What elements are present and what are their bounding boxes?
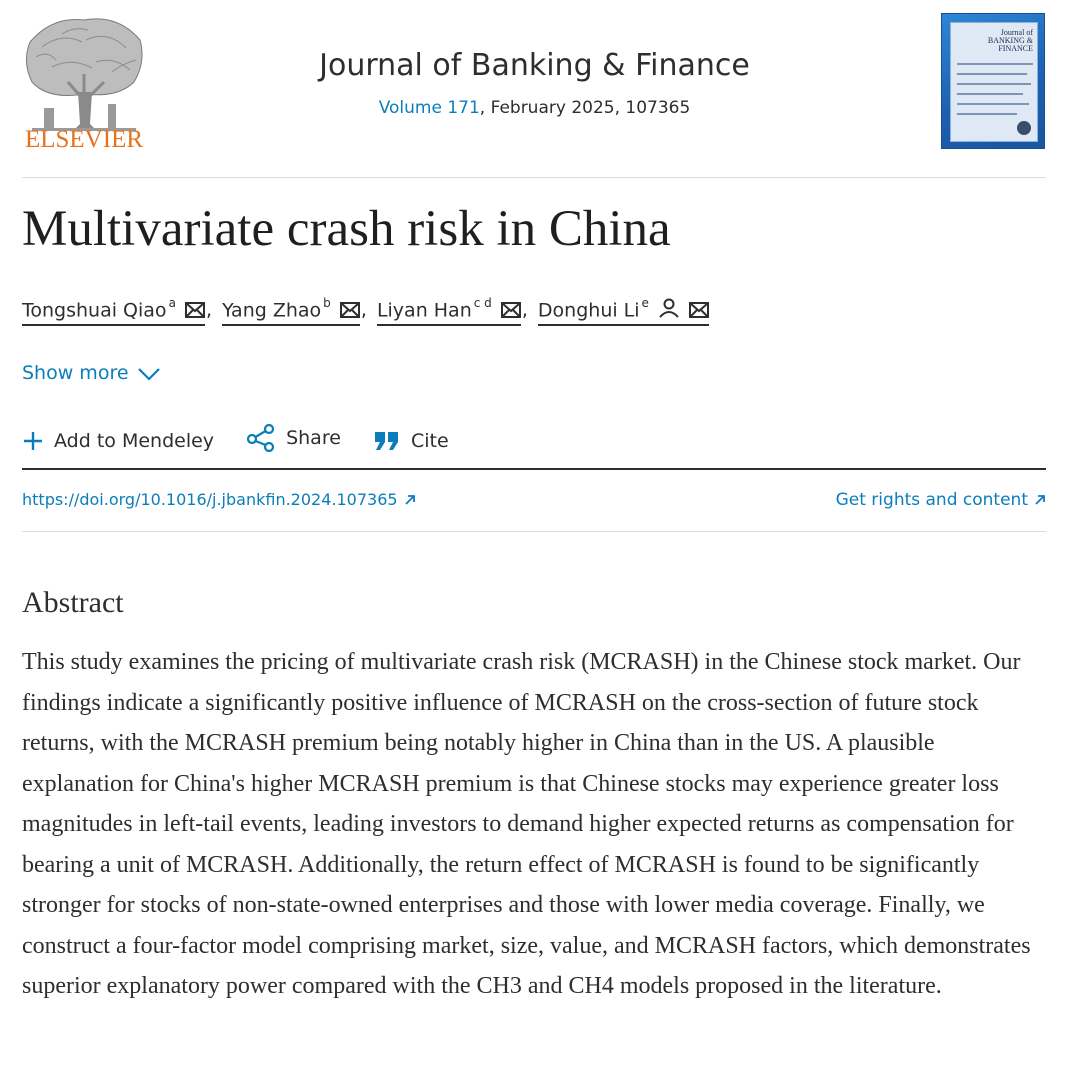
abstract-heading: Abstract	[22, 586, 124, 619]
cover-line	[957, 113, 1017, 115]
cover-line	[957, 63, 1033, 65]
author-list	[22, 298, 709, 330]
rights-text: Get rights and content	[835, 490, 1028, 510]
journal-title[interactable]: Journal of Banking & Finance	[319, 48, 750, 83]
author-affiliation: c d	[473, 296, 492, 310]
journal-header	[0, 0, 1069, 178]
add-to-mendeley-label: Add to Mendeley	[54, 430, 215, 452]
author-name: Liyan Han	[376, 299, 472, 322]
header-divider	[22, 177, 1046, 178]
author-affiliation: a	[168, 296, 176, 310]
share-button[interactable]	[246, 424, 341, 452]
author-link[interactable]	[22, 298, 205, 326]
cover-seal-icon	[1017, 121, 1031, 135]
doi-link[interactable]	[22, 490, 416, 509]
publisher-name: ELSEVIER	[24, 126, 144, 153]
cover-panel	[950, 22, 1038, 142]
abstract-text: This study examines the pricing of multivariate crash risk (MCRASH) in the Chinese stock market. Our findings indicate a significantly positive influence of MCRASH on the cross-section of future stock returns, with the MCRASH premium being notably higher in China than in the US. A plausible explanation for China's higher MCRASH premium is that Chinese stocks may experience greater loss magnitudes in left-tail events, leading investors to demand higher expected returns as compensation for bearing a unit of MCRASH. Additionally, the return effect of MCRASH is found to be significantly stronger for stocks of non-state-owned enterprises and those with lower media coverage. Finally, we construct a four-factor model comprising market, size, value, and MCRASH factors, which demonstrates superior explanatory power compared with the CH3 and CH4 models proposed in the literature.	[22, 649, 1031, 999]
issue-info: , February 2025, 107365	[479, 98, 691, 118]
external-arrow-icon	[404, 494, 416, 506]
cover-line	[957, 83, 1031, 85]
rights-link[interactable]	[836, 490, 1046, 510]
mail-icon[interactable]	[689, 302, 709, 318]
author-affiliation: b	[323, 296, 331, 310]
cover-title: Journal of BANKING & FINANCE	[987, 28, 1033, 53]
author-separator: ,	[360, 299, 367, 322]
add-to-mendeley-button[interactable]	[22, 430, 214, 452]
author-link[interactable]	[222, 298, 360, 326]
author-link[interactable]	[538, 298, 709, 326]
share-icon	[246, 424, 276, 452]
mail-icon[interactable]	[501, 302, 521, 318]
journal-cover-image[interactable]	[941, 13, 1045, 149]
person-icon[interactable]	[658, 298, 680, 318]
external-arrow-icon	[1034, 494, 1046, 506]
mail-icon[interactable]	[340, 302, 360, 318]
doi-text: https://doi.org/10.1016/j.jbankfin.2024.107365	[22, 490, 398, 509]
share-label: Share	[286, 427, 341, 449]
mail-icon[interactable]	[185, 302, 205, 318]
cite-label: Cite	[410, 430, 449, 452]
volume-link[interactable]: Volume 171	[378, 98, 480, 118]
toolbar-divider	[22, 468, 1046, 470]
article-toolbar	[22, 424, 475, 454]
cover-line	[957, 103, 1029, 105]
author-affiliation: e	[641, 296, 649, 310]
cover-line	[957, 73, 1027, 75]
author-name: Tongshuai Qiao	[22, 299, 167, 322]
plus-icon	[22, 430, 44, 452]
cover-line	[957, 93, 1023, 95]
cite-button[interactable]	[373, 430, 449, 452]
author-link[interactable]	[377, 298, 521, 326]
show-more-button[interactable]	[22, 362, 161, 384]
journal-volume-info	[0, 98, 1069, 118]
article-title: Multivariate crash risk in China	[22, 201, 671, 257]
author-name: Donghui Li	[537, 299, 640, 322]
doi-divider	[22, 531, 1046, 532]
author-separator: ,	[205, 299, 213, 322]
chevron-down-icon	[137, 366, 161, 382]
show-more-label: Show more	[22, 362, 129, 384]
author-name: Yang Zhao	[222, 299, 322, 322]
author-separator: ,	[521, 299, 528, 322]
quote-icon	[373, 430, 401, 452]
